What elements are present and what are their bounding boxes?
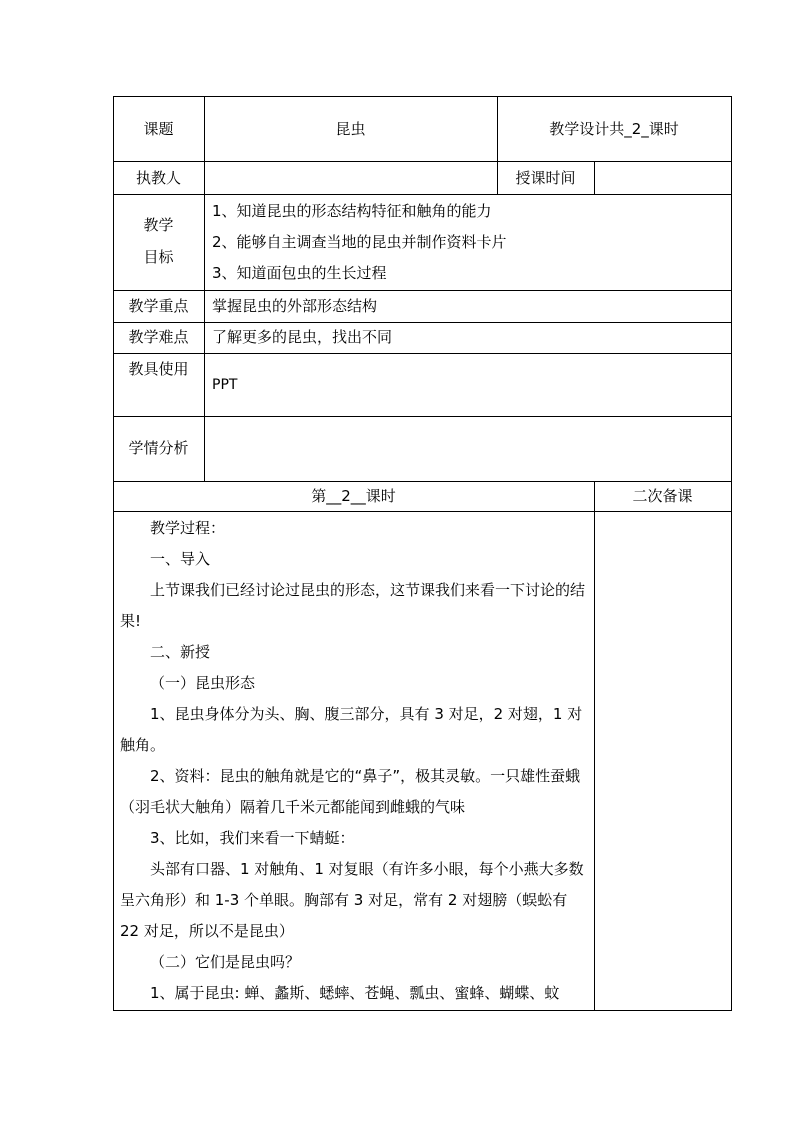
goal-item: 1、知道昆虫的形态结构特征和触角的能力 [212, 202, 492, 220]
process-paragraph: 上节课我们已经讨论过昆虫的形态，这节课我们来看一下讨论的结果! [120, 581, 586, 630]
table-border-right [731, 96, 732, 1011]
lesson-title: 昆虫 [335, 120, 366, 138]
subject-label: 课题 [143, 120, 174, 138]
row-divider [113, 481, 732, 482]
row-divider [113, 161, 732, 162]
row-divider [113, 194, 732, 195]
difficulty-value: 了解更多的昆虫，找出不同 [212, 328, 393, 346]
column-divider [594, 161, 595, 194]
process-subsection: （二）它们是昆虫吗？ [150, 953, 301, 971]
process-paragraph: 1、属于昆虫: 蝉、蠡斯、蟋蟀、苍蝇、瓢虫、蜜蜂、蝴蝶、蚊 [150, 984, 560, 1002]
process-subsection: （一）昆虫形态 [150, 674, 256, 692]
tools-value: PPT [212, 377, 238, 393]
analysis-label: 学情分析 [128, 439, 189, 457]
key-point-label: 教学重点 [128, 297, 189, 315]
row-divider [113, 511, 732, 512]
tools-label: 教具使用 [128, 360, 189, 378]
second-prep-label: 二次备课 [632, 487, 693, 505]
teacher-label: 执教人 [135, 169, 181, 187]
goals-label-line2: 目标 [143, 248, 174, 266]
second-prep-column-divider [594, 481, 595, 1011]
row-divider [113, 290, 732, 291]
class-time-label: 授课时间 [515, 169, 576, 187]
row-divider [113, 322, 732, 323]
goals-label-line1: 教学 [143, 216, 174, 234]
key-point-value: 掌握昆虫的外部形态结构 [212, 297, 378, 315]
goal-item: 3、知道面包虫的生长过程 [212, 264, 387, 282]
difficulty-label: 教学难点 [128, 328, 189, 346]
process-section: 一、导入 [150, 550, 211, 568]
process-paragraph: 头部有口器、1 对触角、1 对复眼（有许多小眼，每个小燕大多数呈六角形）和 1-3 个单眼。胸部有 3 对足，常有 2 对翅膀（蜈蚣有 22 对足，所以不是昆虫） [120, 860, 584, 940]
process-heading: 教学过程： [150, 519, 226, 537]
table-border-top [113, 96, 732, 97]
row-divider [113, 416, 732, 417]
table-border-bottom [113, 1010, 732, 1011]
goal-item: 2、能够自主调查当地的昆虫并制作资料卡片 [212, 233, 507, 251]
row-divider [113, 353, 732, 354]
process-paragraph: 3、比如，我们来看一下蜻蜓： [150, 829, 355, 847]
process-paragraph: 2、资料：昆虫的触角就是它的“鼻子”，极其灵敏。一只雄性蚕蛾（羽毛状大触角）隔着几千米元都能闻到雌蛾的气味 [120, 767, 581, 816]
design-hours: 教学设计共_2_课时 [549, 120, 679, 138]
process-section: 二、新授 [150, 643, 211, 661]
process-paragraph: 1、昆虫身体分为头、胸、腹三部分，具有 3 对足，2 对翅，1 对触角。 [120, 705, 583, 754]
lesson-number: 第__2__课时 [311, 487, 396, 505]
label-column-divider [204, 96, 205, 481]
